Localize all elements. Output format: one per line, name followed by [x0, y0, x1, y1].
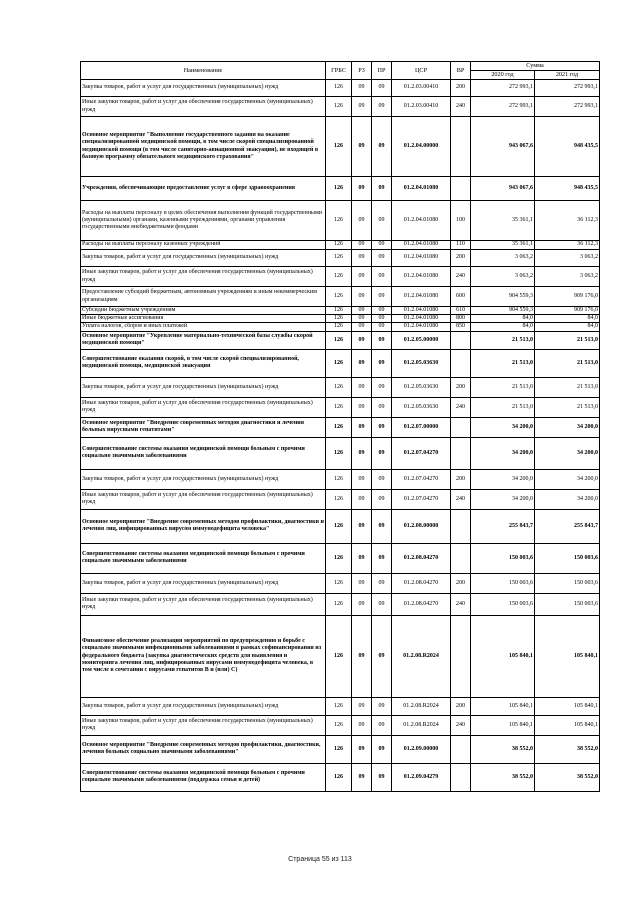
row-csr-cell: 01.2.04.01080 [392, 177, 451, 201]
row-csr-cell: 01.2.04.01080 [392, 323, 451, 331]
row-pr-cell: 09 [372, 80, 392, 97]
row-pr-cell: 09 [372, 177, 392, 201]
row-csr-cell: 01.2.09.04279 [392, 763, 451, 791]
row-amount-2020-cell: 150 003,6 [471, 573, 535, 593]
table-row [81, 735, 600, 763]
row-rz-cell: 09 [352, 80, 372, 97]
row-vr-cell: 240 [451, 489, 471, 509]
row-csr-cell: 01.2.08.R2024 [392, 697, 451, 715]
row-amount-2021-cell: 150 003,6 [535, 573, 600, 593]
row-pr-cell: 09 [372, 307, 392, 315]
row-amount-2020-cell: 105 840,1 [471, 715, 535, 735]
row-csr-cell: 01.2.08.04270 [392, 593, 451, 615]
row-amount-2020-cell: 34 200,0 [471, 469, 535, 489]
row-amount-2021-cell: 36 112,3 [535, 241, 600, 250]
row-csr-cell: 01.2.08.04270 [392, 573, 451, 593]
row-rz-cell: 09 [352, 97, 372, 117]
row-vr-cell: 240 [451, 715, 471, 735]
row-vr-cell: 110 [451, 241, 471, 250]
row-pr-cell: 09 [372, 697, 392, 715]
row-rz-cell: 09 [352, 615, 372, 697]
table-row [81, 469, 600, 489]
table-row [81, 437, 600, 469]
row-name-cell: Основное мероприятие "Внедрение современных методов профилактики, диагностики и лечения лиц, инфицированных вирусом иммунодефицита человека" [81, 509, 326, 543]
row-pr-cell: 09 [372, 593, 392, 615]
table-row [81, 509, 600, 543]
row-grbs-cell: 126 [326, 697, 352, 715]
row-rz-cell: 09 [352, 573, 372, 593]
row-name-cell: Иные закупки товаров, работ и услуг для обеспечения государственных (муниципальных) нужд [81, 97, 326, 117]
row-name-cell: Закупка товаров, работ и услуг для государственных (муниципальных) нужд [81, 377, 326, 397]
row-amount-2021-cell: 34 200,0 [535, 437, 600, 469]
row-pr-cell: 09 [372, 735, 392, 763]
row-amount-2021-cell: 34 200,0 [535, 469, 600, 489]
row-vr-cell: 610 [451, 307, 471, 315]
row-rz-cell: 09 [352, 397, 372, 417]
row-amount-2021-cell: 21 513,0 [535, 397, 600, 417]
row-name-cell: Совершенствование системы оказания медицинской помощи больным с прочими социально значимыми заболеваниями [81, 437, 326, 469]
row-csr-cell: 01.2.04.01080 [392, 201, 451, 241]
row-vr-cell: 600 [451, 287, 471, 307]
row-rz-cell: 09 [352, 331, 372, 349]
row-rz-cell: 09 [352, 543, 372, 573]
row-pr-cell: 09 [372, 573, 392, 593]
row-vr-cell: 800 [451, 315, 471, 323]
row-amount-2021-cell: 21 513,0 [535, 377, 600, 397]
row-grbs-cell: 126 [326, 615, 352, 697]
row-csr-cell: 01.2.07.04270 [392, 437, 451, 469]
header-year-2020: 2020 год [471, 71, 535, 80]
row-name-cell: Основное мероприятие "Внедрение современных методов диагностики и лечения больных вирусными гепатитами" [81, 417, 326, 437]
row-pr-cell: 09 [372, 469, 392, 489]
table-header [81, 62, 600, 80]
header-rz: РЗ [352, 62, 372, 80]
row-csr-cell: 01.2.04.01080 [392, 307, 451, 315]
table-row [81, 287, 600, 307]
row-amount-2020-cell: 84,0 [471, 323, 535, 331]
row-name-cell: Совершенствование системы оказания медицинской помощи больным с прочими социально значимыми заболеваниями [81, 543, 326, 573]
table-row [81, 323, 600, 331]
row-name-cell: Предоставление субсидий бюджетным, автономным учреждениям и иным некоммерческим организациям [81, 287, 326, 307]
row-amount-2021-cell: 36 112,3 [535, 201, 600, 241]
row-vr-cell: 100 [451, 201, 471, 241]
row-amount-2020-cell: 150 003,6 [471, 593, 535, 615]
row-grbs-cell: 126 [326, 489, 352, 509]
row-grbs-cell: 126 [326, 377, 352, 397]
header-grbs: ГРБС [326, 62, 352, 80]
row-amount-2020-cell: 34 200,0 [471, 489, 535, 509]
row-grbs-cell: 126 [326, 97, 352, 117]
row-amount-2020-cell: 38 552,0 [471, 763, 535, 791]
table-row [81, 315, 600, 323]
row-amount-2020-cell: 272 993,1 [471, 97, 535, 117]
row-vr-cell [451, 615, 471, 697]
header-year-2021: 2021 год [535, 71, 600, 80]
row-amount-2021-cell: 34 200,0 [535, 417, 600, 437]
row-amount-2020-cell: 21 513,0 [471, 377, 535, 397]
row-name-cell: Закупка товаров, работ и услуг для государственных (муниципальных) нужд [81, 697, 326, 715]
row-amount-2020-cell: 34 200,0 [471, 417, 535, 437]
row-pr-cell: 09 [372, 763, 392, 791]
table-row [81, 177, 600, 201]
row-amount-2020-cell: 35 361,1 [471, 201, 535, 241]
row-grbs-cell: 126 [326, 323, 352, 331]
row-amount-2021-cell: 948 435,5 [535, 117, 600, 177]
row-csr-cell: 01.2.03.00410 [392, 97, 451, 117]
row-vr-cell: 200 [451, 469, 471, 489]
row-vr-cell [451, 331, 471, 349]
row-csr-cell: 01.2.05.03630 [392, 377, 451, 397]
row-vr-cell [451, 543, 471, 573]
row-csr-cell: 01.2.09.00000 [392, 735, 451, 763]
row-grbs-cell: 126 [326, 315, 352, 323]
row-vr-cell [451, 417, 471, 437]
header-csr: ЦСР [392, 62, 451, 80]
row-name-cell: Основное мероприятие "Выполнение государственного задания на оказание специализированной медицинской помощи, в том числе скорой специализированной медицинской помощи (в том числе санитарно-авиационной эвакуации), не входящей в базовую программу обязательного медицинского страхования" [81, 117, 326, 177]
row-pr-cell: 09 [372, 397, 392, 417]
row-vr-cell: 240 [451, 97, 471, 117]
row-grbs-cell: 126 [326, 509, 352, 543]
row-name-cell: Иные закупки товаров, работ и услуг для обеспечения государственных (муниципальных) нужд [81, 489, 326, 509]
row-vr-cell: 200 [451, 80, 471, 97]
table-row [81, 97, 600, 117]
row-csr-cell: 01.2.05.03630 [392, 349, 451, 377]
table-row [81, 241, 600, 250]
row-amount-2020-cell: 34 200,0 [471, 437, 535, 469]
row-grbs-cell: 126 [326, 543, 352, 573]
row-pr-cell: 09 [372, 201, 392, 241]
row-csr-cell: 01.2.04.01080 [392, 267, 451, 287]
row-rz-cell: 09 [352, 489, 372, 509]
row-rz-cell: 09 [352, 469, 372, 489]
row-amount-2020-cell: 21 513,0 [471, 349, 535, 377]
row-rz-cell: 09 [352, 117, 372, 177]
row-name-cell: Закупка товаров, работ и услуг для государственных (муниципальных) нужд [81, 250, 326, 267]
row-pr-cell: 09 [372, 715, 392, 735]
row-csr-cell: 01.2.07.04270 [392, 489, 451, 509]
row-grbs-cell: 126 [326, 287, 352, 307]
row-rz-cell: 09 [352, 763, 372, 791]
table-body [81, 80, 600, 792]
table-row [81, 417, 600, 437]
row-rz-cell: 09 [352, 250, 372, 267]
row-amount-2021-cell: 38 552,0 [535, 763, 600, 791]
row-vr-cell: 200 [451, 250, 471, 267]
row-pr-cell: 09 [372, 323, 392, 331]
row-vr-cell: 850 [451, 323, 471, 331]
row-name-cell: Иные закупки товаров, работ и услуг для обеспечения государственных (муниципальных) нужд [81, 267, 326, 287]
table-row [81, 763, 600, 791]
table-row [81, 543, 600, 573]
row-amount-2021-cell: 21 513,0 [535, 349, 600, 377]
row-csr-cell: 01.2.08.04270 [392, 543, 451, 573]
row-vr-cell: 240 [451, 267, 471, 287]
row-amount-2020-cell: 255 843,7 [471, 509, 535, 543]
row-grbs-cell: 126 [326, 250, 352, 267]
row-grbs-cell: 126 [326, 201, 352, 241]
row-amount-2020-cell: 904 559,3 [471, 307, 535, 315]
row-amount-2021-cell: 3 063,2 [535, 250, 600, 267]
row-amount-2020-cell: 904 559,3 [471, 287, 535, 307]
row-csr-cell: 01.2.03.00410 [392, 80, 451, 97]
row-vr-cell: 200 [451, 697, 471, 715]
row-pr-cell: 09 [372, 315, 392, 323]
row-amount-2021-cell: 105 840,1 [535, 697, 600, 715]
row-amount-2021-cell: 105 840,1 [535, 715, 600, 735]
row-name-cell: Иные закупки товаров, работ и услуг для обеспечения государственных (муниципальных) нужд [81, 715, 326, 735]
row-vr-cell [451, 509, 471, 543]
row-name-cell: Субсидии бюджетным учреждениям [81, 307, 326, 315]
row-amount-2021-cell: 948 435,5 [535, 177, 600, 201]
row-grbs-cell: 126 [326, 715, 352, 735]
header-sum: Сумма [471, 62, 600, 71]
row-pr-cell: 09 [372, 417, 392, 437]
row-grbs-cell: 126 [326, 177, 352, 201]
row-amount-2020-cell: 943 067,6 [471, 177, 535, 201]
row-vr-cell [451, 763, 471, 791]
row-name-cell: Расходы на выплаты персоналу казенных учреждений [81, 241, 326, 250]
row-amount-2021-cell: 909 176,0 [535, 287, 600, 307]
row-amount-2021-cell: 84,0 [535, 323, 600, 331]
row-amount-2021-cell: 150 003,6 [535, 543, 600, 573]
row-vr-cell: 200 [451, 573, 471, 593]
row-grbs-cell: 126 [326, 437, 352, 469]
table-row [81, 615, 600, 697]
row-amount-2021-cell: 34 200,0 [535, 489, 600, 509]
row-rz-cell: 09 [352, 267, 372, 287]
table-row [81, 489, 600, 509]
row-grbs-cell: 126 [326, 573, 352, 593]
row-grbs-cell: 126 [326, 331, 352, 349]
row-rz-cell: 09 [352, 697, 372, 715]
row-pr-cell: 09 [372, 489, 392, 509]
row-grbs-cell: 126 [326, 735, 352, 763]
table-row [81, 397, 600, 417]
row-vr-cell [451, 735, 471, 763]
row-amount-2020-cell: 21 513,0 [471, 397, 535, 417]
table-row [81, 331, 600, 349]
row-name-cell: Закупка товаров, работ и услуг для государственных (муниципальных) нужд [81, 469, 326, 489]
row-amount-2021-cell: 272 993,1 [535, 97, 600, 117]
table-row [81, 201, 600, 241]
row-grbs-cell: 126 [326, 763, 352, 791]
row-pr-cell: 09 [372, 267, 392, 287]
row-csr-cell: 01.2.07.00000 [392, 417, 451, 437]
row-name-cell: Учреждения, обеспечивающие предоставление услуг в сфере здравоохранения [81, 177, 326, 201]
row-amount-2020-cell: 105 840,1 [471, 615, 535, 697]
table-row [81, 593, 600, 615]
row-amount-2020-cell: 38 552,0 [471, 735, 535, 763]
row-grbs-cell: 126 [326, 267, 352, 287]
row-rz-cell: 09 [352, 287, 372, 307]
header-vr: ВР [451, 62, 471, 80]
row-amount-2020-cell: 3 063,2 [471, 267, 535, 287]
row-name-cell: Основное мероприятие "Внедрение современных методов профилактики, диагностики, лечения больных социально значимыми заболеваниями" [81, 735, 326, 763]
row-name-cell: Закупка товаров, работ и услуг для государственных (муниципальных) нужд [81, 80, 326, 97]
row-vr-cell: 240 [451, 397, 471, 417]
row-grbs-cell: 126 [326, 307, 352, 315]
table-row [81, 267, 600, 287]
budget-table [80, 61, 600, 792]
header-pr: ПР [372, 62, 392, 80]
row-rz-cell: 09 [352, 201, 372, 241]
row-grbs-cell: 126 [326, 417, 352, 437]
row-name-cell: Иные закупки товаров, работ и услуг для обеспечения государственных (муниципальных) нужд [81, 397, 326, 417]
table-row [81, 377, 600, 397]
row-vr-cell [451, 117, 471, 177]
row-rz-cell: 09 [352, 377, 372, 397]
row-pr-cell: 09 [372, 331, 392, 349]
row-name-cell: Иные закупки товаров, работ и услуг для обеспечения государственных (муниципальных) нужд [81, 593, 326, 615]
row-pr-cell: 09 [372, 250, 392, 267]
row-vr-cell: 200 [451, 377, 471, 397]
table-row [81, 117, 600, 177]
row-amount-2021-cell: 150 003,6 [535, 593, 600, 615]
row-pr-cell: 09 [372, 615, 392, 697]
row-vr-cell: 240 [451, 593, 471, 615]
row-rz-cell: 09 [352, 177, 372, 201]
row-csr-cell: 01.2.04.00000 [392, 117, 451, 177]
row-grbs-cell: 126 [326, 593, 352, 615]
table-row [81, 80, 600, 97]
row-amount-2021-cell: 38 552,0 [535, 735, 600, 763]
row-rz-cell: 09 [352, 241, 372, 250]
row-pr-cell: 09 [372, 543, 392, 573]
row-csr-cell: 01.2.04.01080 [392, 250, 451, 267]
row-amount-2020-cell: 105 840,1 [471, 697, 535, 715]
row-rz-cell: 09 [352, 315, 372, 323]
row-grbs-cell: 126 [326, 117, 352, 177]
row-csr-cell: 01.2.04.01080 [392, 287, 451, 307]
row-name-cell: Закупка товаров, работ и услуг для государственных (муниципальных) нужд [81, 573, 326, 593]
row-pr-cell: 09 [372, 287, 392, 307]
row-amount-2020-cell: 35 361,1 [471, 241, 535, 250]
row-csr-cell: 01.2.05.03630 [392, 397, 451, 417]
row-grbs-cell: 126 [326, 80, 352, 97]
row-csr-cell: 01.2.07.04270 [392, 469, 451, 489]
row-csr-cell: 01.2.08.R2024 [392, 615, 451, 697]
row-grbs-cell: 126 [326, 241, 352, 250]
row-name-cell: Уплата налогов, сборов и иных платежей [81, 323, 326, 331]
row-vr-cell [451, 177, 471, 201]
table-row [81, 307, 600, 315]
row-amount-2020-cell: 84,0 [471, 315, 535, 323]
row-pr-cell: 09 [372, 97, 392, 117]
row-csr-cell: 01.2.08.00000 [392, 509, 451, 543]
row-rz-cell: 09 [352, 417, 372, 437]
row-grbs-cell: 126 [326, 397, 352, 417]
row-pr-cell: 09 [372, 349, 392, 377]
row-pr-cell: 09 [372, 377, 392, 397]
row-amount-2020-cell: 150 003,6 [471, 543, 535, 573]
row-rz-cell: 09 [352, 323, 372, 331]
row-grbs-cell: 126 [326, 349, 352, 377]
row-rz-cell: 09 [352, 437, 372, 469]
row-name-cell: Иные бюджетные ассигнования [81, 315, 326, 323]
row-amount-2021-cell: 255 843,7 [535, 509, 600, 543]
row-amount-2021-cell: 272 993,1 [535, 80, 600, 97]
row-csr-cell: 01.2.08.R2024 [392, 715, 451, 735]
row-grbs-cell: 126 [326, 469, 352, 489]
row-rz-cell: 09 [352, 509, 372, 543]
row-name-cell: Расходы на выплаты персоналу в целях обеспечения выполнения функций государственными (муниципальными) органами, казенными учреждениями, органами управления государственными внебюджетными фондами [81, 201, 326, 241]
row-amount-2020-cell: 943 067,6 [471, 117, 535, 177]
row-amount-2020-cell: 3 063,2 [471, 250, 535, 267]
header-name: Наименование [81, 62, 326, 80]
table-row [81, 697, 600, 715]
row-csr-cell: 01.2.04.01080 [392, 241, 451, 250]
row-name-cell: Финансовое обеспечение реализации мероприятий по предупреждению и борьбе с социально значимыми инфекционными заболеваниями в рамках софинансирования из федерального бюджета (закупка диагностических средств для выявления и мониторинга лечения лиц, инфицированных вирусами иммунодефицита человека, в том числе в сочетании с вирусами гепатитов В и (или) С) [81, 615, 326, 697]
row-name-cell: Совершенствование системы оказания медицинской помощи больным с прочими социально значимыми заболеваниями (поддержка семьи и детей) [81, 763, 326, 791]
table-row [81, 573, 600, 593]
row-pr-cell: 09 [372, 437, 392, 469]
row-name-cell: Совершенствование оказания скорой, в том числе скорой специализированной, медицинской помощи, медицинской эвакуации [81, 349, 326, 377]
row-rz-cell: 09 [352, 735, 372, 763]
row-rz-cell: 09 [352, 715, 372, 735]
table-row [81, 715, 600, 735]
row-rz-cell: 09 [352, 593, 372, 615]
table-row [81, 250, 600, 267]
row-amount-2021-cell: 3 063,2 [535, 267, 600, 287]
row-pr-cell: 09 [372, 509, 392, 543]
row-csr-cell: 01.2.04.01080 [392, 315, 451, 323]
row-rz-cell: 09 [352, 307, 372, 315]
row-amount-2020-cell: 21 513,0 [471, 331, 535, 349]
row-amount-2021-cell: 909 176,0 [535, 307, 600, 315]
row-name-cell: Основное мероприятие "Укрепление материально-технической базы службы скорой медицинской помощи" [81, 331, 326, 349]
row-csr-cell: 01.2.05.00000 [392, 331, 451, 349]
row-pr-cell: 09 [372, 117, 392, 177]
table-row [81, 349, 600, 377]
row-amount-2020-cell: 272 993,1 [471, 80, 535, 97]
row-amount-2021-cell: 105 840,1 [535, 615, 600, 697]
row-vr-cell [451, 349, 471, 377]
row-rz-cell: 09 [352, 349, 372, 377]
row-amount-2021-cell: 21 513,0 [535, 331, 600, 349]
row-pr-cell: 09 [372, 241, 392, 250]
row-vr-cell [451, 437, 471, 469]
page-number: Страница 55 из 113 [288, 856, 352, 863]
row-amount-2021-cell: 84,0 [535, 315, 600, 323]
